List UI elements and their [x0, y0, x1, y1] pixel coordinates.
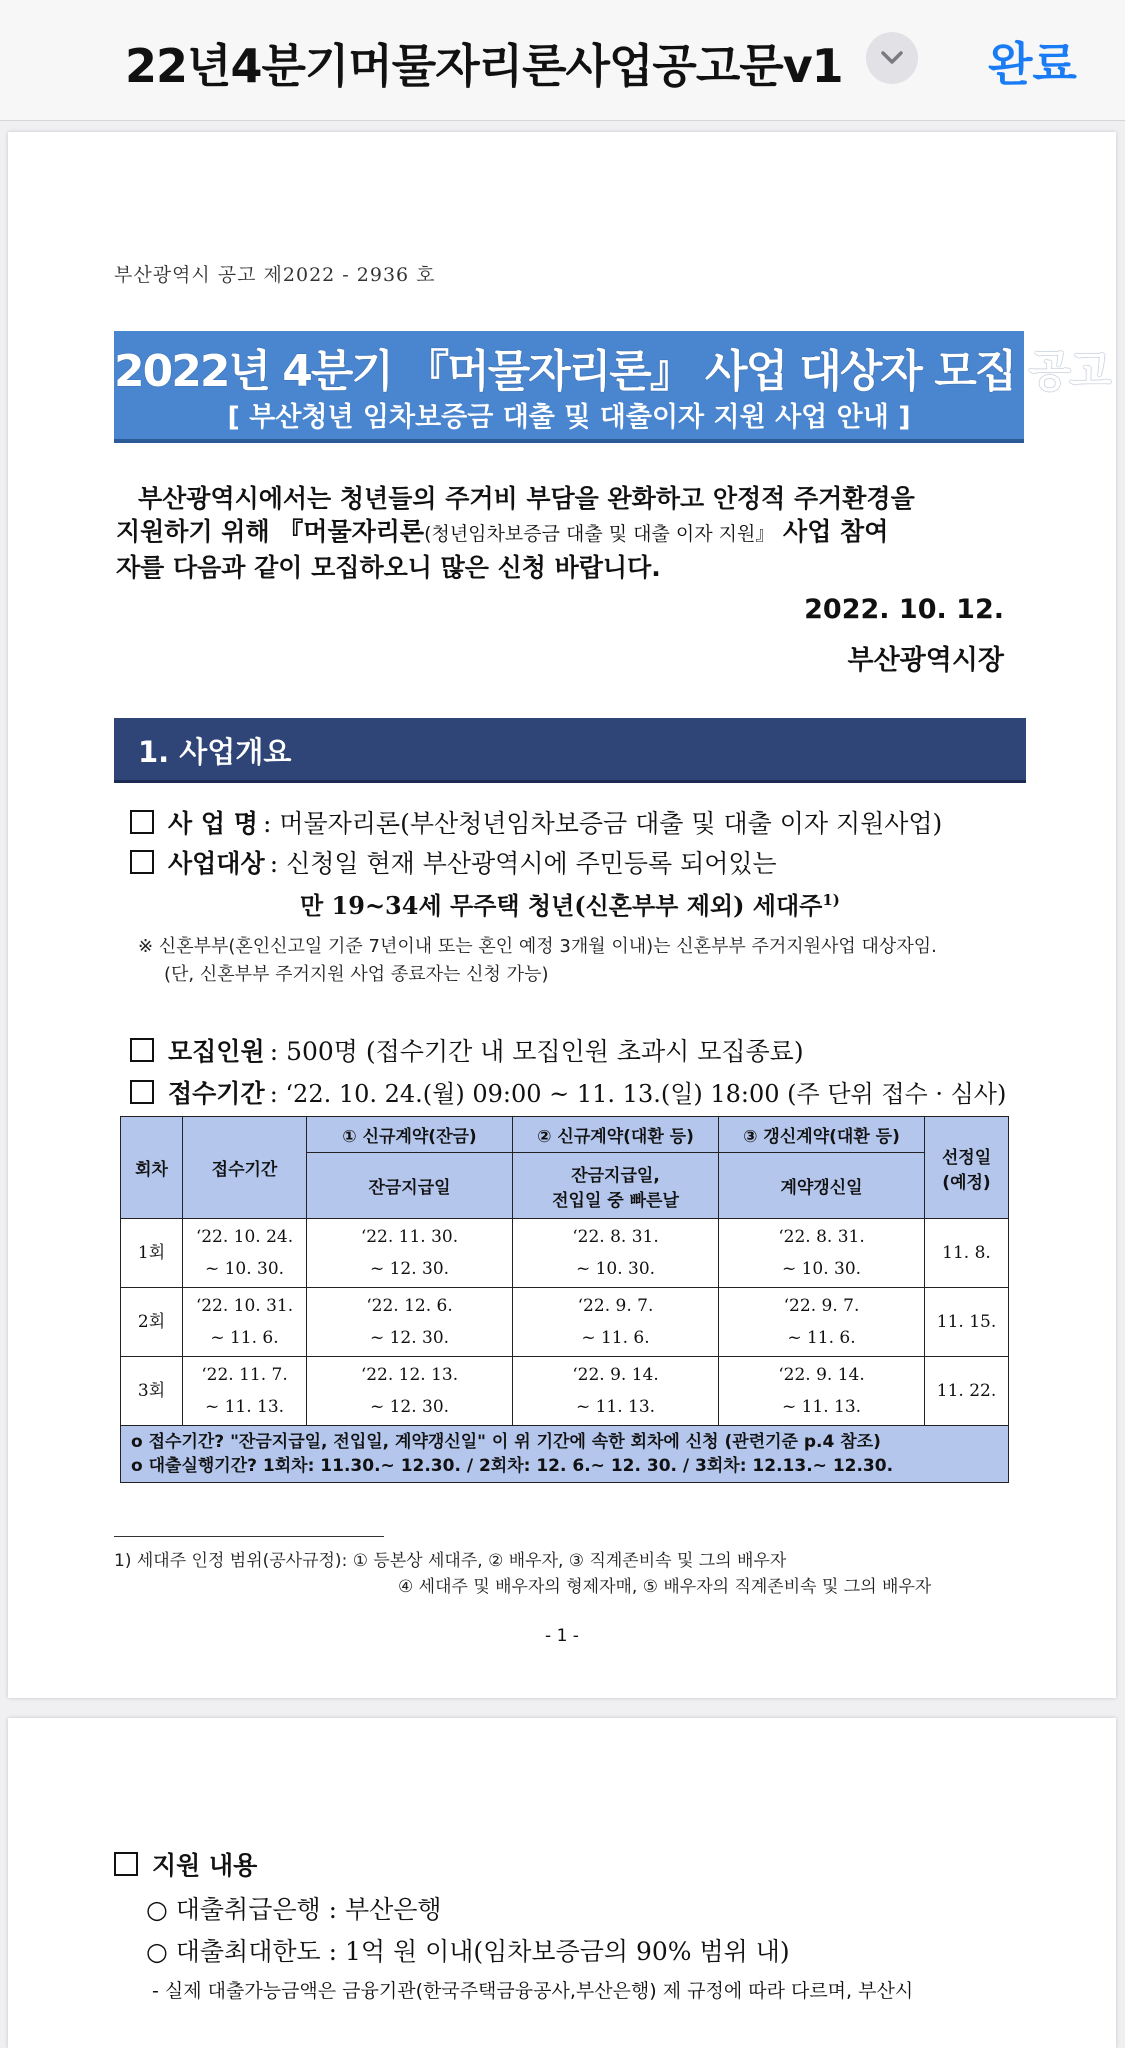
cell-refi-to: ~ 11. 13.	[575, 1397, 656, 1417]
cell-period-to: ~ 11. 6.	[210, 1328, 279, 1348]
footnote-line-2: ④ 세대주 및 배우자의 형제자매, ⑤ 배우자의 직계존비속 및 그의 배우자	[398, 1577, 932, 1597]
cell-refi-from: ‘22. 8. 31.	[572, 1227, 659, 1247]
cell-round: 2회	[121, 1288, 183, 1357]
subheader-balance-move-line1: 잔금지급일,	[571, 1165, 660, 1186]
cell-period	[183, 1219, 307, 1288]
cell-selection-date: 11. 8.	[925, 1219, 1009, 1288]
chevron-down-icon	[879, 47, 905, 69]
footnote-line-1: 1) 세대주 인정 범위(공사규정): ① 등본상 세대주, ② 배우자, ③ 직계존비속 및 그의 배우자	[114, 1551, 787, 1571]
target-detail	[300, 886, 840, 921]
target-detail-text: 만 19~34세 무주택 청년(신혼부부 제외) 세대주	[300, 891, 823, 920]
cell-renew-from: ‘22. 9. 14.	[778, 1365, 865, 1385]
footnote-mark: 1)	[822, 891, 840, 909]
cell-refi-from: ‘22. 9. 14.	[572, 1365, 659, 1385]
intro-paragraph	[116, 482, 1018, 584]
period-value: : ‘22. 10. 24.(월) 09:00 ~ 11. 13.(일) 18:00 (주 단위 접수 · 심사)	[269, 1080, 1007, 1108]
table-row	[121, 1288, 1009, 1357]
cell-period-to: ~ 11. 13.	[204, 1397, 285, 1417]
issuer: 부산광역시장	[847, 645, 1004, 676]
subheader-balance-move	[513, 1153, 719, 1219]
detail-line: - 실제 대출가능금액은 금융기관(한국주택금융공사,부산은행) 제 규정에 따라 다르며, 부산시	[152, 1980, 914, 2002]
title-menu-button[interactable]	[866, 32, 918, 84]
cell-renew	[719, 1219, 925, 1288]
header-period: 접수기간	[183, 1117, 307, 1219]
cell-refi	[513, 1219, 719, 1288]
header-selection-date-line2: (예정)	[942, 1172, 991, 1193]
cell-new-to: ~ 12. 30.	[369, 1328, 450, 1348]
cell-selection-date: 11. 22.	[925, 1357, 1009, 1426]
bank-line: ○ 대출취급은행 : 부산은행	[146, 1895, 442, 1924]
cell-new-to: ~ 12. 30.	[369, 1259, 450, 1279]
cell-new	[307, 1288, 513, 1357]
business-name-row	[130, 804, 942, 840]
cell-refi-to: ~ 11. 6.	[581, 1328, 650, 1348]
recruit-value: : 500명 (접수기간 내 모집인원 초과시 모집종료)	[269, 1037, 804, 1066]
table-row	[121, 1357, 1009, 1426]
business-name-value: : 머물자리론(부산청년임차보증금 대출 및 대출 이자 지원사업)	[262, 809, 943, 838]
note-line-1: ※ 신혼부부(혼인신고일 기준 7년이내 또는 혼인 예정 3개월 이내)는 신혼부부 주거지원사업 대상자임.	[138, 936, 937, 957]
subheader-balance-move-line2: 전입일 중 빠른날	[552, 1190, 679, 1211]
section-header	[114, 718, 1026, 783]
section-title: 1. 사업개요	[138, 735, 292, 769]
schedule-table	[120, 1116, 1009, 1483]
cell-new-from: ‘22. 12. 6.	[366, 1296, 453, 1316]
intro-line-2	[116, 515, 1018, 551]
footnote-divider	[114, 1536, 384, 1537]
cell-new-from: ‘22. 12. 13.	[360, 1365, 459, 1385]
document-page-1	[8, 132, 1116, 1698]
header-selection-date-line1: 선정일	[941, 1147, 992, 1168]
target-label: 사업대상	[168, 849, 265, 878]
document-title: 22년4분기머물자리론사업공고문v1	[125, 39, 843, 93]
header-selection-date	[925, 1117, 1009, 1219]
document-page-2	[8, 1718, 1116, 2048]
intro-line-2b: (청년임차보증금 대출 및 대출 이자 지원』	[424, 523, 775, 545]
note-line-2: (단, 신혼부부 주거지원 사업 종료자는 신청 가능)	[164, 964, 549, 985]
cell-period-from: ‘22. 11. 7.	[201, 1365, 288, 1385]
title-banner	[114, 331, 1110, 443]
target-row	[130, 844, 777, 880]
support-heading	[114, 1846, 257, 1882]
cell-renew-to: ~ 10. 30.	[781, 1259, 862, 1279]
limit-line: ○ 대출최대한도 : 1억 원 이내(임차보증금의 90% 범위 내)	[146, 1937, 790, 1966]
period-row	[130, 1074, 1006, 1110]
done-button[interactable]: 완료	[988, 37, 1077, 91]
table-footer-line-1: o 접수기간? "잔금지급일, 전입일, 계약갱신일" 이 위 기간에 속한 회차에 신청 (관련기준 p.4 참조)	[131, 1432, 881, 1452]
cell-new-from: ‘22. 11. 30.	[360, 1227, 459, 1247]
recruit-row	[130, 1032, 804, 1068]
page-number: - 1 -	[545, 1626, 579, 1646]
checkbox-icon	[114, 1852, 138, 1876]
cell-renew-from: ‘22. 8. 31.	[778, 1227, 865, 1247]
top-bar	[0, 0, 1125, 121]
cell-renew	[719, 1288, 925, 1357]
banner-title: 2022년 4분기 『머물자리론』 사업 대상자 모집 공고	[114, 346, 1110, 397]
cell-new	[307, 1219, 513, 1288]
cell-refi	[513, 1357, 719, 1426]
cell-refi-from: ‘22. 9. 7.	[577, 1296, 654, 1316]
header-round: 회차	[121, 1117, 183, 1219]
cell-refi-to: ~ 10. 30.	[575, 1259, 656, 1279]
support-heading-text: 지원 내용	[152, 1851, 258, 1880]
intro-line-3: 자를 다음과 같이 모집하오니 많은 신청 바랍니다.	[116, 553, 661, 582]
table-footer	[121, 1426, 1009, 1483]
target-value: : 신청일 현재 부산광역시에 주민등록 되어있는	[269, 849, 777, 878]
header-renewal: ③ 갱신계약(대환 등)	[719, 1117, 925, 1153]
table-footer-line-2: o 대출실행기간? 1회차: 11.30.~ 12.30. / 2회차: 12. 6.~ 12. 30. / 3회차: 12.13.~ 12.30.	[131, 1456, 894, 1476]
table-row	[121, 1219, 1009, 1288]
cell-renew-to: ~ 11. 13.	[781, 1397, 862, 1417]
notice-number: 부산광역시 공고 제2022 - 2936 호	[114, 264, 436, 286]
checkbox-icon	[130, 810, 154, 834]
checkbox-icon	[130, 1038, 154, 1062]
checkbox-icon	[130, 1080, 154, 1104]
header-new-contract: ① 신규계약(잔금)	[307, 1117, 513, 1153]
notice-date: 2022. 10. 12.	[804, 594, 1004, 625]
cell-period	[183, 1288, 307, 1357]
table-footer-row	[121, 1426, 1009, 1483]
period-label: 접수기간	[168, 1079, 265, 1108]
business-name-label: 사 업 명	[168, 809, 258, 838]
intro-line-2c: 사업 참여	[774, 517, 889, 546]
cell-renew-to: ~ 11. 6.	[787, 1328, 856, 1348]
cell-period	[183, 1357, 307, 1426]
cell-renew	[719, 1357, 925, 1426]
cell-selection-date: 11. 15.	[925, 1288, 1009, 1357]
intro-line-1: 부산광역시에서는 청년들의 주거비 부담을 완화하고 안정적 주거환경을	[138, 484, 915, 513]
cell-period-to: ~ 10. 30.	[204, 1259, 285, 1279]
checkbox-icon	[130, 850, 154, 874]
recruit-label: 모집인원	[168, 1037, 265, 1066]
cell-round: 3회	[121, 1357, 183, 1426]
cell-period-from: ‘22. 10. 24.	[195, 1227, 294, 1247]
cell-new-to: ~ 12. 30.	[369, 1397, 450, 1417]
banner-subtitle: [ 부산청년 임차보증금 대출 및 대출이자 지원 사업 안내 ]	[227, 402, 911, 433]
subheader-balance: 잔금지급일	[307, 1153, 513, 1219]
cell-refi	[513, 1288, 719, 1357]
cell-round: 1회	[121, 1219, 183, 1288]
cell-renew-from: ‘22. 9. 7.	[783, 1296, 860, 1316]
header-refinance: ② 신규계약(대환 등)	[513, 1117, 719, 1153]
cell-period-from: ‘22. 10. 31.	[195, 1296, 294, 1316]
intro-line-2a: 지원하기 위해 『머물자리론	[116, 517, 425, 546]
cell-new	[307, 1357, 513, 1426]
subheader-renewal: 계약갱신일	[719, 1153, 925, 1219]
